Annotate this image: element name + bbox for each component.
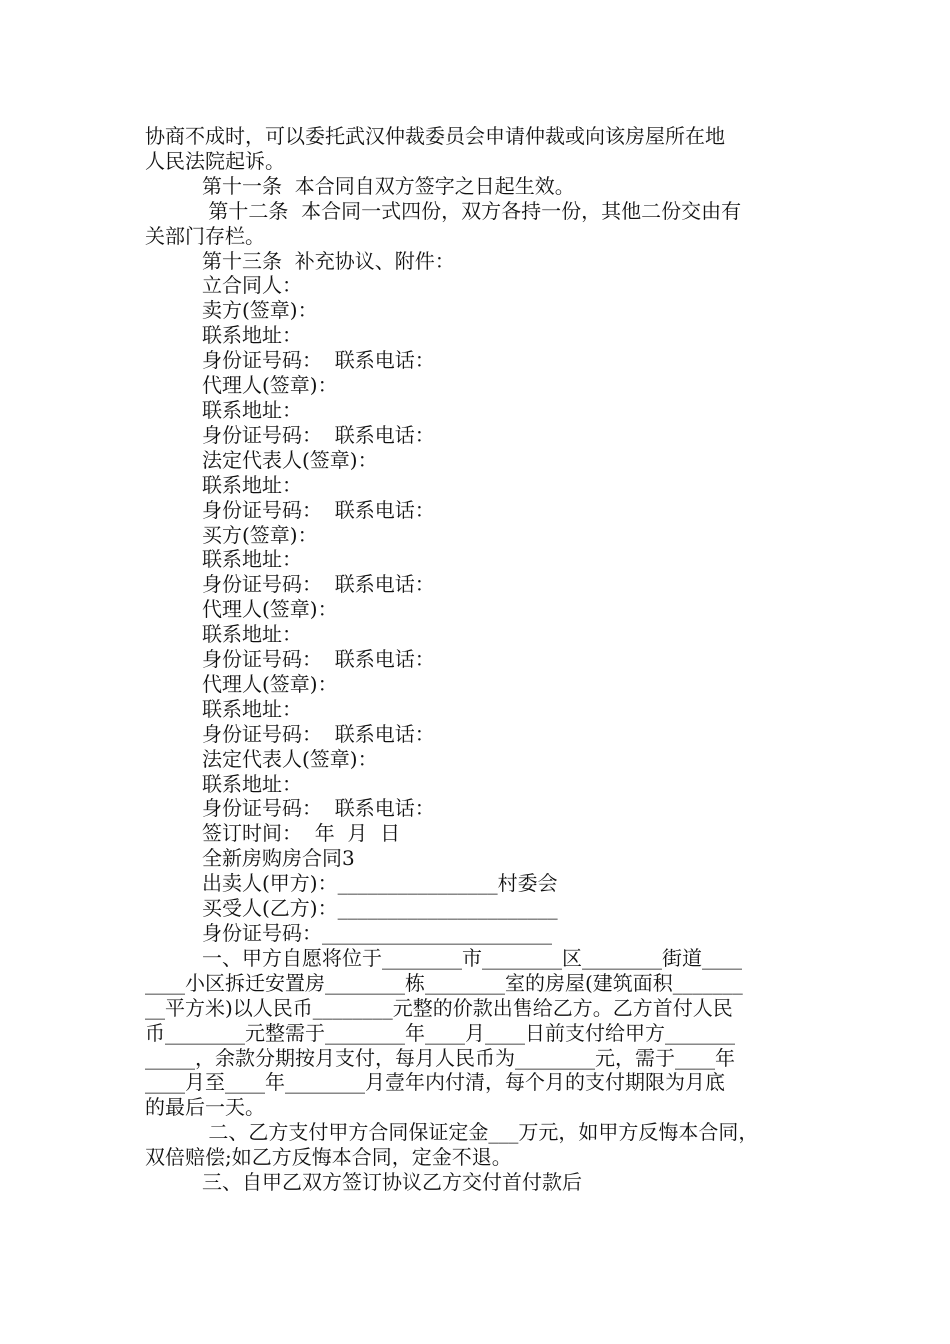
document-line: 法定代表人(签章)： [202, 746, 378, 771]
document-line: 代理人(签章)： [202, 671, 338, 696]
document-line: 协商不成时，可以委托武汉仲裁委员会申请仲裁或向该房屋所在地 [145, 124, 725, 148]
document-line: 身份证号码： 联系电话： [202, 796, 435, 821]
document-line: 联系地址： [202, 323, 302, 348]
document-line: 双倍赔偿;如乙方反悔本合同，定金不退。 [145, 1145, 512, 1170]
document-line: 联系地址： [202, 472, 302, 497]
document-line: 身份证号码： 联系电话： [202, 721, 435, 746]
document-line: _____，余款分期按月支付，每月人民币为________元，需于____年 [145, 1045, 735, 1070]
document-line: ____月至____年________月壹年内付清，每个月的支付期限为月底 [145, 1070, 725, 1095]
document-line: 身份证号码：_______________________ [202, 921, 552, 945]
document-line: ____小区拆迁安置房________栋________室的房屋(建筑面积_______ [145, 970, 743, 995]
document-line: 出卖人(甲方)：________________村委会 [202, 871, 558, 896]
document-line: __平方米)以人民币________元整的价款出售给乙方。乙方首付人民 [145, 995, 733, 1020]
document-line: 身份证号码： 联系电话： [202, 497, 435, 522]
document-line: 卖方(签章)： [202, 298, 318, 323]
document-line: 买方(签章)： [202, 522, 318, 547]
document-line: 立合同人： [202, 273, 302, 298]
document-line: 三、自甲乙双方签订协议乙方交付首付款后 [202, 1170, 582, 1195]
document-line: 联系地址： [202, 696, 302, 721]
document-line: 全新房购房合同3 [202, 846, 355, 871]
document-line: 人民法院起诉。 [145, 148, 285, 173]
document-line: 身份证号码： 联系电话： [202, 572, 435, 597]
document-line: 联系地址： [202, 547, 302, 572]
document-line: 的最后一天。 [145, 1095, 265, 1120]
document-line: 身份证号码： 联系电话： [202, 422, 435, 447]
document-line: 关部门存栏。 [145, 223, 265, 248]
document-line: 代理人(签章)： [202, 373, 338, 398]
document-line: 代理人(签章)： [202, 597, 338, 622]
document-line: 第十三条 补充协议、附件： [202, 248, 455, 273]
document-line: 第十一条 本合同自双方签字之日起生效。 [202, 173, 575, 198]
document-line: 联系地址： [202, 622, 302, 647]
document-line: 联系地址： [202, 771, 302, 796]
document-line: 签订时间： 年 月 日 [202, 821, 401, 846]
document-line: 身份证号码： 联系电话： [202, 348, 435, 373]
document-line: 一、甲方自愿将位于________市________区________街道____ [202, 945, 742, 970]
document-line: 币________元整需于________年____月____日前支付给甲方_______ [145, 1020, 735, 1045]
document-line: 二、乙方支付甲方合同保证定金___万元，如甲方反悔本合同， [202, 1120, 759, 1145]
document-line: 第十二条 本合同一式四份，双方各持一份，其他二份交由有 [202, 198, 742, 223]
document-line: 法定代表人(签章)： [202, 447, 378, 472]
document-line: 身份证号码： 联系电话： [202, 647, 435, 672]
document-line: 买受人(乙方)：______________________ [202, 896, 558, 921]
document-line: 联系地址： [202, 397, 302, 422]
